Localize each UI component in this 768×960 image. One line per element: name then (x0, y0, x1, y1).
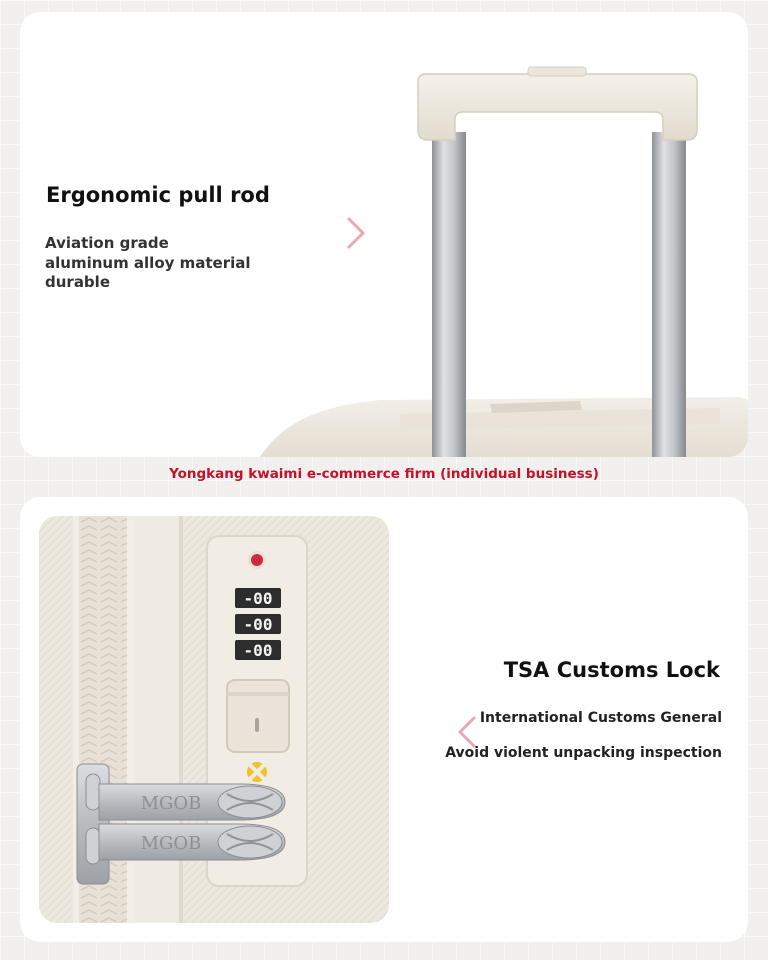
feature-card-tsa-lock (20, 497, 748, 942)
section1-desc-line: aluminum alloy material (45, 253, 251, 272)
puller-brand: MGOB (140, 833, 202, 854)
company-note: Yongkang kwaimi e-commerce firm (individual business) (169, 466, 599, 482)
section2-title: TSA Customs Lock (503, 658, 720, 682)
section2-line-1: International Customs General (479, 710, 722, 726)
section1-title-box (40, 179, 276, 211)
dial-row: -00 (243, 615, 273, 634)
feature-card-pull-rod (20, 12, 748, 457)
chevron-right-icon (345, 216, 369, 250)
section1-desc-line: durable (45, 273, 110, 291)
tsa-lock-photo (39, 516, 389, 923)
dial-row: -00 (243, 589, 273, 608)
section2-line-2: Avoid violent unpacking inspection (445, 745, 722, 761)
section2-title-box (498, 654, 726, 686)
section1-title: Ergonomic pull rod (46, 183, 270, 207)
section1-desc-line: Aviation grade (45, 234, 169, 252)
chevron-left-icon (454, 715, 478, 749)
section1-description (45, 234, 255, 293)
dial-row: -00 (243, 641, 273, 660)
puller-brand: MGOB (140, 793, 202, 814)
